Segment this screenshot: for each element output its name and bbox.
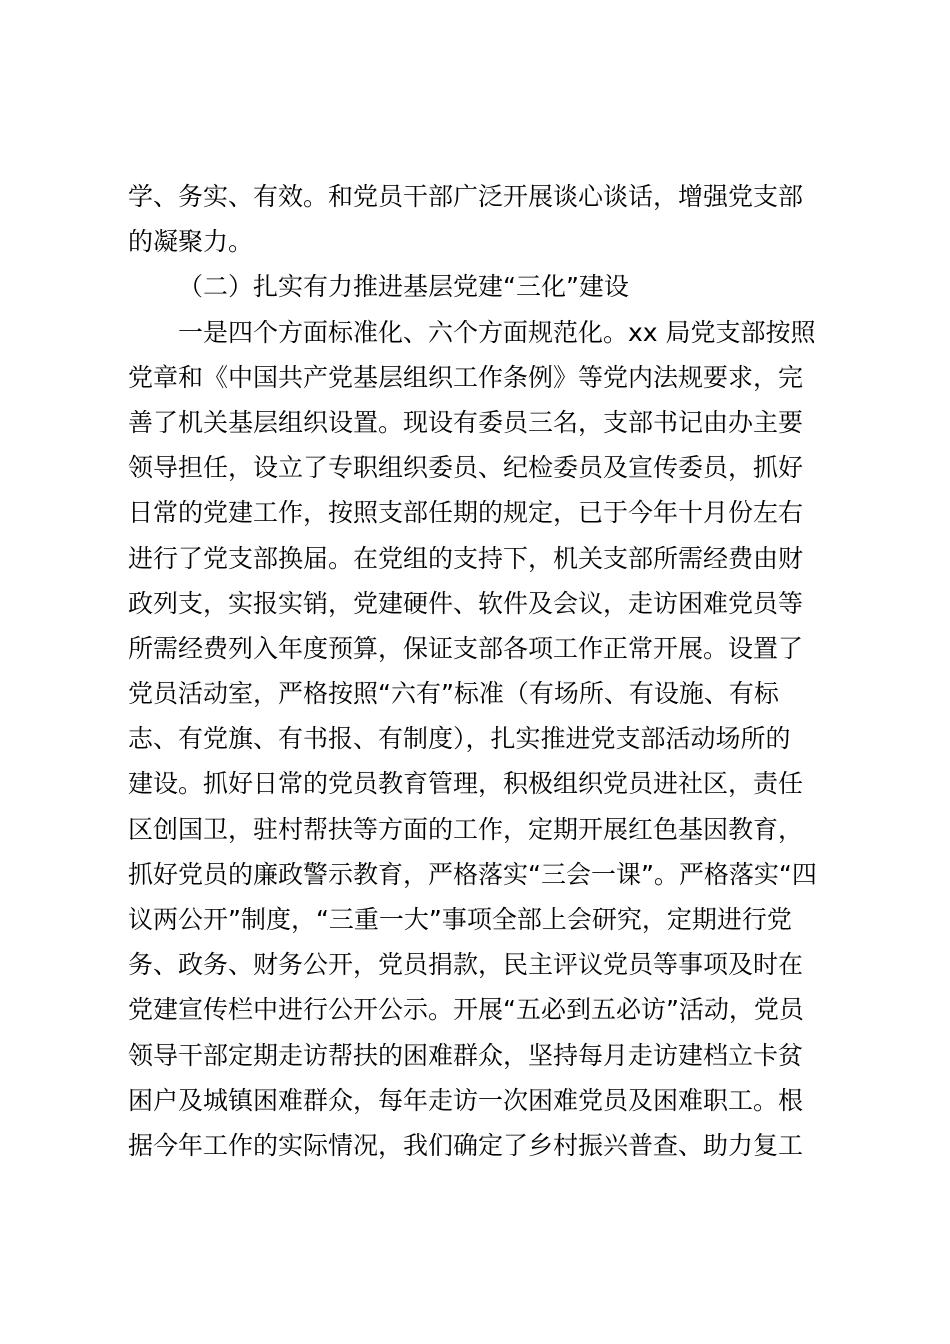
paragraph-line: 政列支，实报实销，党建硬件、软件及会议，走访困难党员等: [128, 588, 804, 618]
section-heading: （二）扎实有力推进基层党建“三化”建设: [178, 272, 629, 302]
paragraph-line: 区创国卫，驻村帮扶等方面的工作，定期开展红色基因教育，: [128, 814, 804, 844]
paragraph-line: 日常的党建工作，按照支部任期的规定，已于今年十月份左右: [128, 498, 804, 528]
paragraph-line: 所需经费列入年度预算，保证支部各项工作正常开展。设置了: [128, 633, 804, 663]
paragraph-line: 党员活动室，严格按照“六有”标准（有场所、有设施、有标: [128, 679, 779, 709]
paragraph-line: 善了机关基层组织设置。现设有委员三名，支部书记由办主要: [128, 407, 804, 437]
paragraph-line: 进行了党支部换届。在党组的支持下，机关支部所需经费由财: [128, 543, 804, 573]
paragraph-line: 据今年工作的实际情况，我们确定了乡村振兴普查、助力复工: [128, 1130, 804, 1160]
paragraph-line: 党建宣传栏中进行公开公示。开展“五必到五必访”活动，党员: [128, 995, 804, 1025]
paragraph-line: 领导担任，设立了专职组织委员、纪检委员及宣传委员，抓好: [128, 453, 804, 483]
paragraph-line: 务、政务、财务公开，党员捐款，民主评议党员等事项及时在: [128, 950, 804, 980]
paragraph-line: 领导干部定期走访帮扶的困难群众，坚持每月走访建档立卡贫: [128, 1040, 804, 1070]
paragraph-line: 议两公开”制度，“三重一大”事项全部上会研究，定期进行党: [128, 905, 792, 934]
paragraph-line: 困户及城镇困难群众，每年走访一次困难党员及困难职工。根: [128, 1085, 804, 1115]
paragraph-line: 党章和《中国共产党基层组织工作条例》等党内法规要求，完: [128, 362, 804, 392]
paragraph-line: 建设。抓好日常的党员教育管理，积极组织党员进社区，责任: [128, 769, 804, 799]
paragraph-line: 抓好党员的廉政警示教育，严格落实“三会一课”。严格落实“四: [128, 859, 817, 889]
document-body: [128, 174, 828, 1168]
paragraph-line: 学、务实、有效。和党员干部广泛开展谈心谈话，增强党支部: [128, 182, 804, 211]
paragraph-line: 志、有党旗、有书报、有制度），扎实推进党支部活动场所的: [128, 724, 791, 754]
paragraph-line: 一是四个方面标准化、六个方面规范化。xx 局党支部按照: [178, 317, 816, 347]
paragraph-line: 的凝聚力。: [128, 227, 254, 257]
